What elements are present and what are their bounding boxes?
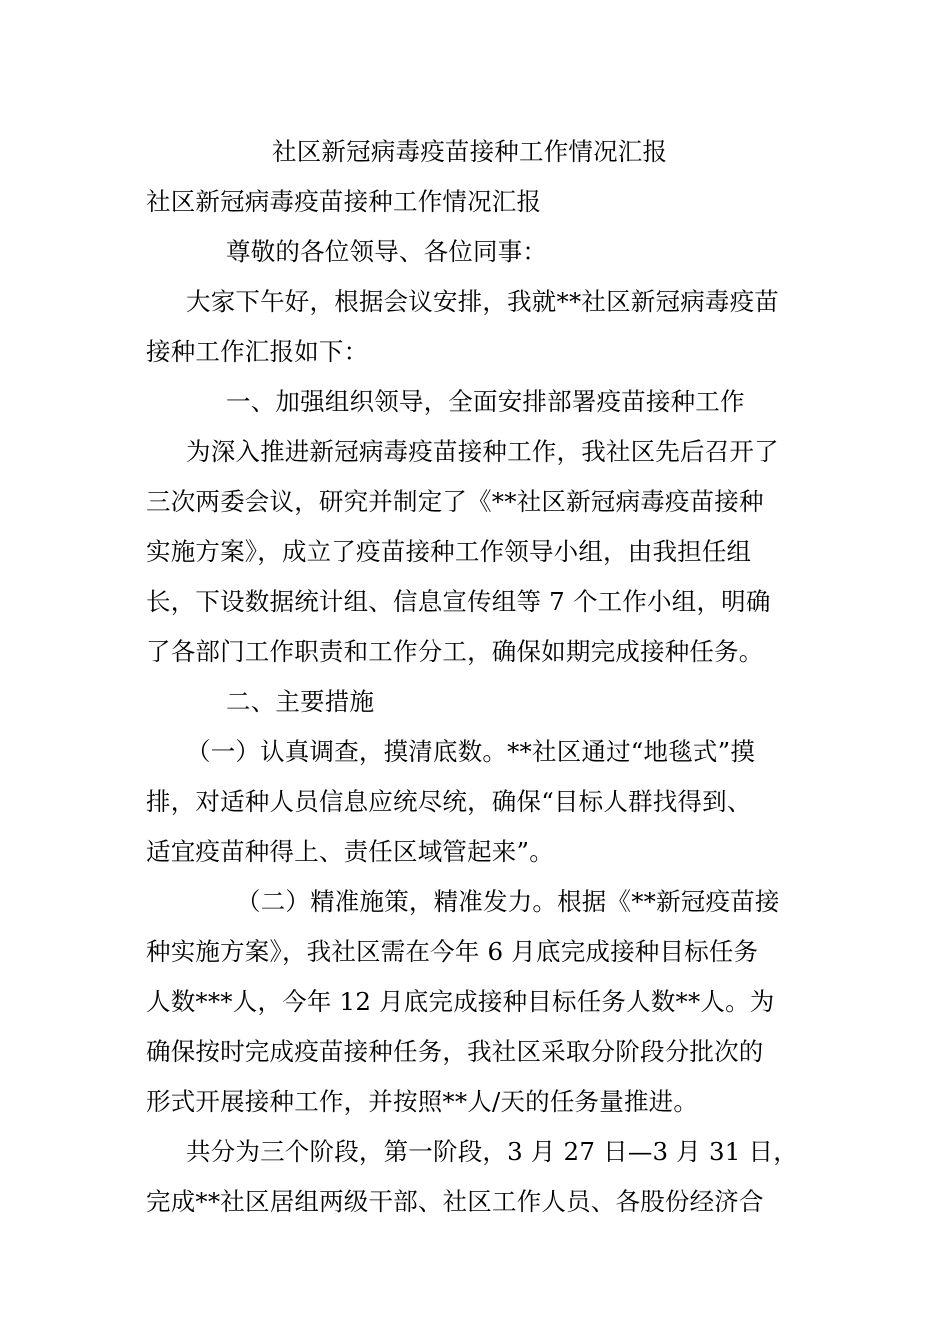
subtitle-line: 社区新冠病毒疫苗接种工作情况汇报 bbox=[146, 187, 542, 216]
paragraph-line: 三次两委会议，研究并制定了《**社区新冠病毒疫苗接种 bbox=[146, 487, 764, 516]
paragraph-line: 确保按时完成疫苗接种任务，我社区采取分阶段分批次的 bbox=[146, 1037, 764, 1066]
paragraph-line: 了各部门工作职责和工作分工，确保如期完成接种任务。 bbox=[146, 637, 764, 666]
paragraph-line: 适宜疫苗种得上、责任区域管起来”。 bbox=[146, 837, 554, 866]
paragraph-line: 为深入推进新冠病毒疫苗接种工作，我社区先后召开了 bbox=[186, 437, 779, 466]
document-title: 社区新冠病毒疫苗接种工作情况汇报 bbox=[272, 137, 668, 166]
salutation-line: 尊敬的各位领导、各位同事： bbox=[226, 237, 548, 266]
paragraph-line: 排，对适种人员信息应统尽统，确保“目标人群找得到、 bbox=[146, 787, 752, 816]
paragraph-line: 完成**社区居组两级干部、社区工作人员、各股份经济合 bbox=[146, 1187, 764, 1216]
paragraph-line: 大家下午好，根据会议安排，我就**社区新冠病毒疫苗 bbox=[186, 287, 779, 316]
paragraph-line: 长，下设数据统计组、信息宣传组等 7 个工作小组，明确 bbox=[146, 587, 771, 616]
paragraph-line: （一）认真调查，摸清底数。**社区通过“地毯式”摸 bbox=[186, 737, 756, 766]
paragraph-line: 共分为三个阶段，第一阶段，3 月 27 日—3 月 31 日， bbox=[186, 1137, 798, 1166]
paragraph-line: 形式开展接种工作，并按照**人/天的任务量推进。 bbox=[146, 1087, 699, 1116]
paragraph-line: （二）精准施策，精准发力。根据《**新冠疫苗接 bbox=[236, 887, 780, 916]
paragraph-line: 人数***人，今年 12 月底完成接种目标任务人数**人。为 bbox=[146, 987, 775, 1016]
paragraph-line: 实施方案》，成立了疫苗接种工作领导小组，由我担任组 bbox=[146, 537, 752, 566]
paragraph-line: 种实施方案》，我社区需在今年 6 月底完成接种目标任务 bbox=[146, 937, 759, 966]
paragraph-line: 接种工作汇报如下： bbox=[146, 337, 369, 366]
section-heading-1: 一、加强组织领导，全面安排部署疫苗接种工作 bbox=[226, 387, 745, 416]
section-heading-2: 二、主要措施 bbox=[226, 687, 375, 716]
